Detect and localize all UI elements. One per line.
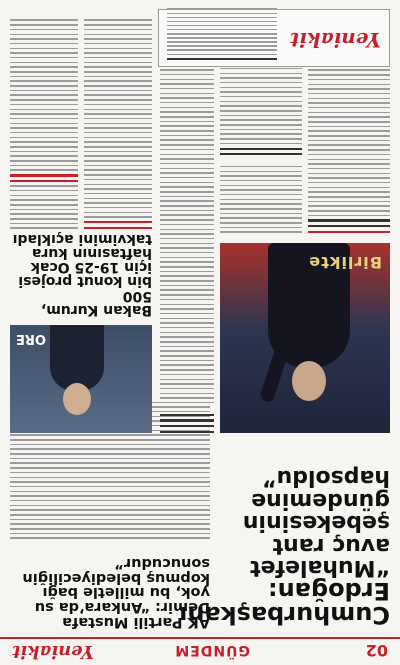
side-story-text-col-1 (84, 19, 152, 229)
headline-line: hapsoldu” (262, 465, 390, 491)
headline-line: için 19-25 Ocak (30, 259, 152, 276)
photo-figure-arm (259, 340, 291, 403)
side-story-headline (10, 231, 152, 317)
side-photo (10, 325, 152, 433)
top-story-headline (10, 555, 210, 629)
headline-line: avuç rant (272, 532, 390, 558)
headline-line: Bakan Kurum, 500 (40, 287, 152, 318)
page-header (0, 637, 400, 665)
headline-line: Erdoğan: (268, 576, 390, 605)
header-divider (0, 637, 400, 639)
imprint-text (167, 8, 277, 60)
main-story-headline (179, 465, 390, 629)
headline-line: takvimini açıkladı (12, 230, 152, 247)
imprint-logo: Yeniakit (289, 28, 381, 52)
main-story-text-col-3 (160, 60, 214, 433)
headline-line: kopmuş belediyeciliğin (22, 569, 210, 586)
headline-line: Demir: “Ankara’da su (34, 599, 210, 616)
photo-figure-head (292, 361, 326, 401)
headline-line: “Muhalefet (250, 555, 390, 581)
photo-caption: Birlikte (308, 253, 382, 272)
headline-line: Cumhurbaşkanı (179, 601, 390, 629)
headline-line: şebekesinin (242, 510, 390, 536)
masthead-brand: Yeniakit (12, 641, 94, 662)
headline-line: gündemine (251, 487, 390, 513)
side-story-text-col-2 (10, 19, 78, 229)
photo-figure-head (63, 383, 91, 415)
imprint-box (158, 9, 390, 67)
headline-line: bin konut projesi (18, 273, 152, 290)
headline-line: AK Partili Mustafa (62, 614, 210, 630)
headline-line: haftasının kura (31, 244, 152, 261)
photo-caption: ORE (16, 331, 46, 346)
photo-figure (50, 325, 104, 391)
page-number: 02 (365, 641, 388, 660)
section-name: GÜNDEM (174, 642, 250, 658)
headline-line: yok, bu milletle bağı (42, 584, 210, 601)
headline-line: sonucudur” (114, 554, 210, 571)
main-photo (220, 243, 390, 433)
